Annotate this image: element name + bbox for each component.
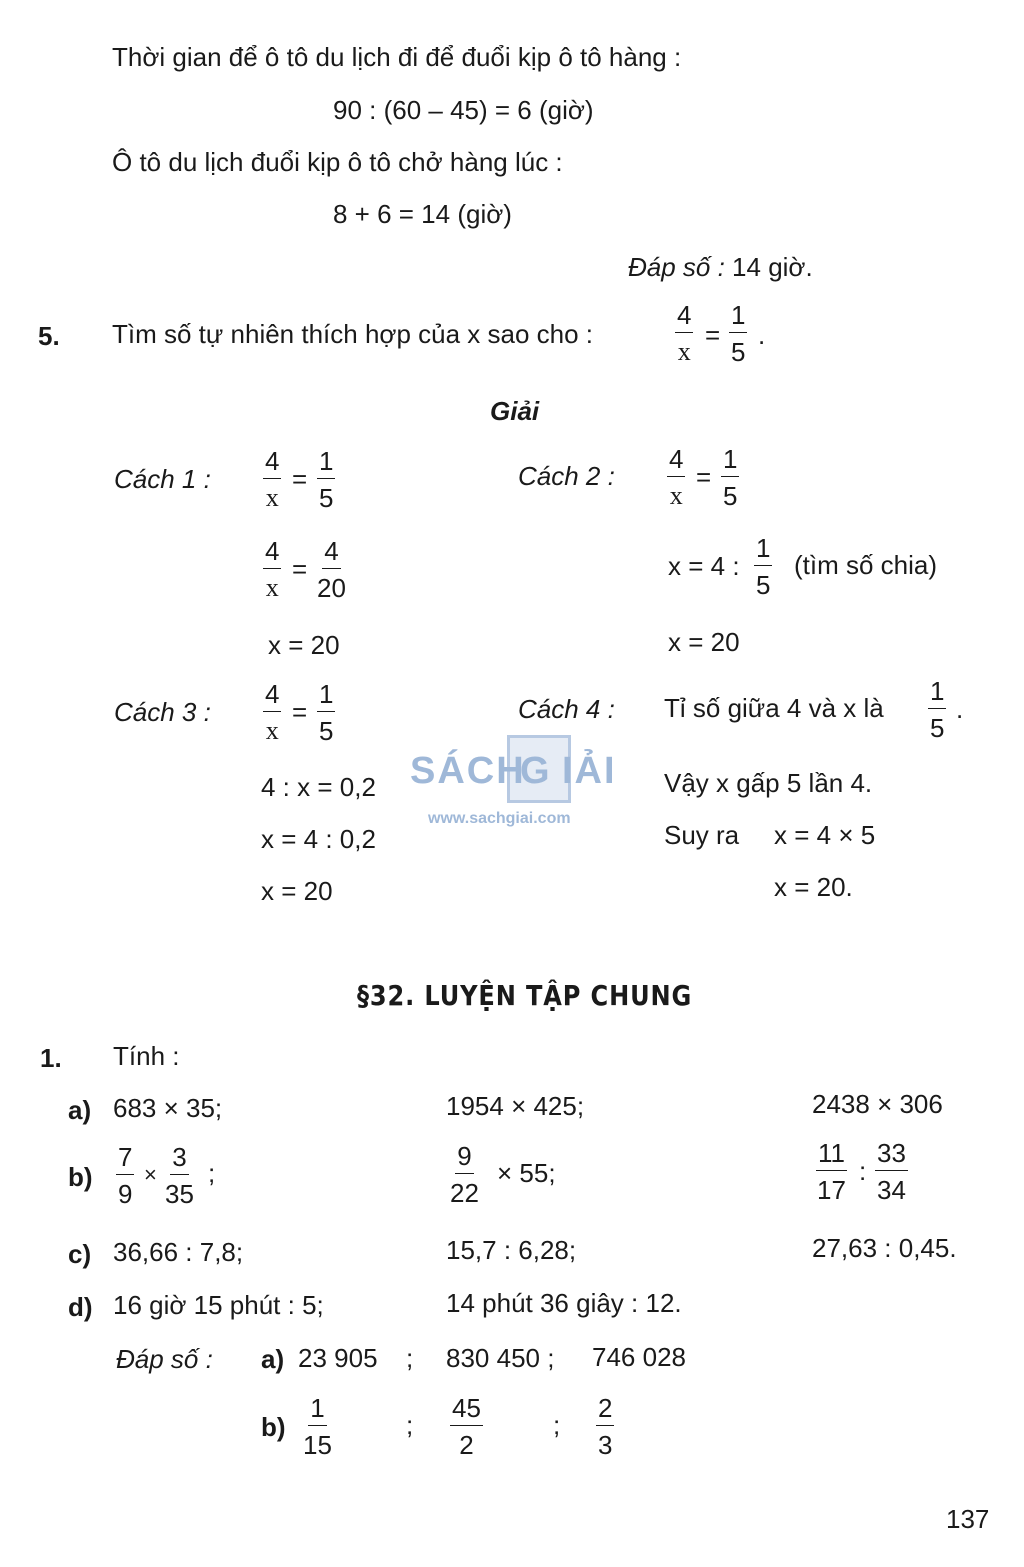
solution-title: Giải <box>490 396 540 426</box>
item-b-3-fraction-1: $\frac{11}{17}$ <box>817 1138 846 1205</box>
answers-b-label: b) <box>261 1412 286 1442</box>
method-2-row-3: x = 20 <box>668 627 740 657</box>
method-4-row-1-text: Tỉ số giữa 4 và x là <box>664 693 884 723</box>
item-d-label: d) <box>68 1292 93 1322</box>
answer-b-separator-2: ; <box>553 1410 561 1440</box>
item-a-label: a) <box>68 1095 92 1125</box>
method-1-row-1-equals: = <box>292 464 308 494</box>
method-2-row-1-fraction-right: $\frac{1}{5}$ <box>723 444 738 511</box>
item-a-1: 683 × 35; <box>113 1093 223 1123</box>
watermark-text-left: SÁCH <box>410 750 526 792</box>
intro-equation-2: 8 + 6 = 14 (giờ) <box>333 199 512 229</box>
method-3-row-4: x = 20 <box>261 876 333 906</box>
item-c-label: c) <box>68 1239 92 1269</box>
intro-equation-1: 90 : (60 – 45) = 6 (giờ) <box>333 95 594 125</box>
item-b-2-rest: × 55; <box>497 1158 556 1188</box>
item-c-3: 27,63 : 0,45. <box>812 1233 957 1263</box>
method-4-row-3-prefix: Suy ra <box>664 820 740 850</box>
method-2-row-2-fraction: $\frac{1}{5}$ <box>756 533 771 600</box>
section-title: §32. LUYỆN TẬP CHUNG <box>357 979 693 1012</box>
method-2-row-1-fraction-left: $\frac{4}{x}$ <box>669 444 684 510</box>
answer-b-1: $\frac{1}{15}$ <box>303 1393 332 1460</box>
answer-value: 14 giờ. <box>724 252 813 282</box>
method-1-row-3: x = 20 <box>268 630 340 660</box>
exercise-1-label: Tính : <box>113 1041 180 1071</box>
method-1-row-2-fraction-left: $\frac{4}{x}$ <box>265 536 280 602</box>
method-4-row-1-end: . <box>956 694 964 724</box>
answers-label: Đáp số : <box>116 1344 213 1374</box>
method-3-row-3: x = 4 : 0,2 <box>261 824 376 854</box>
method-4-row-1-fraction: $\frac{1}{5}$ <box>930 676 945 743</box>
answer-a-3: 746 028 <box>592 1342 686 1372</box>
item-b-1-fraction-1: $\frac{7}{9}$ <box>118 1142 133 1209</box>
answer-b-2: $\frac{45}{2}$ <box>452 1393 481 1460</box>
answer-b-3: $\frac{2}{3}$ <box>598 1393 613 1460</box>
method-2-row-2-note: (tìm số chia) <box>794 550 938 580</box>
method-1-row-1-fraction-right: $\frac{1}{5}$ <box>319 446 334 513</box>
method-4-row-2: Vậy x gấp 5 lần 4. <box>664 768 873 798</box>
method-3-label: Cách 3 : <box>114 697 211 727</box>
answer-label: Đáp số : <box>628 252 725 282</box>
method-3-row-1-fraction-left: $\frac{4}{x}$ <box>265 679 280 745</box>
watermark-text-right: IẢI <box>562 750 617 792</box>
problem-5-fraction-a: $\frac{4}{x}$ <box>677 300 692 366</box>
problem-5-text: Tìm số tự nhiên thích hợp của x sao cho : <box>112 319 594 349</box>
item-b-3-operator: : <box>859 1156 867 1186</box>
method-1-row-1-fraction-left: $\frac{4}{x}$ <box>265 446 280 512</box>
item-a-3: 2438 × 306 <box>812 1089 943 1119</box>
item-a-2: 1954 × 425; <box>446 1091 585 1121</box>
item-b-label: b) <box>68 1162 93 1192</box>
intro-line-1: Thời gian để ô tô du lịch đi để đuổi kịp ô tô hàng : <box>112 42 682 72</box>
answers-a-label: a) <box>261 1344 285 1374</box>
method-2-row-2-prefix: x = 4 : <box>668 551 740 581</box>
item-d-1: 16 giờ 15 phút : 5; <box>113 1290 324 1320</box>
answer-b-separator-1: ; <box>406 1410 414 1440</box>
page-number: 137 <box>946 1504 990 1534</box>
item-c-1: 36,66 : 7,8; <box>113 1237 244 1267</box>
intro-line-2: Ô tô du lịch đuổi kịp ô tô chở hàng lúc : <box>112 147 563 177</box>
method-1-label: Cách 1 : <box>114 464 211 494</box>
method-1-row-2-fraction-right: $\frac{4}{20}$ <box>317 536 346 603</box>
method-4-row-4: x = 20. <box>774 872 853 902</box>
method-3-row-1-equals: = <box>292 697 308 727</box>
method-4-label: Cách 4 : <box>518 694 615 724</box>
method-3-row-2: 4 : x = 0,2 <box>261 772 376 802</box>
method-2-label: Cách 2 : <box>518 461 615 491</box>
intro-answer <box>628 254 813 280</box>
method-1-row-2-equals: = <box>292 554 308 584</box>
method-3-row-1-fraction-right: $\frac{1}{5}$ <box>319 679 334 746</box>
item-b-1-end: ; <box>208 1158 216 1188</box>
watermark-url: www.sachgiai.com <box>428 810 571 827</box>
watermark-text-box: G <box>520 750 552 792</box>
problem-5-fraction-b: $\frac{1}{5}$ <box>731 300 746 367</box>
answer-a-separator: ; <box>406 1343 414 1373</box>
problem-5-equals: = <box>705 320 721 350</box>
item-b-3-fraction-2: $\frac{33}{34}$ <box>877 1138 906 1205</box>
exercise-1-number: 1. <box>40 1043 62 1073</box>
item-b-1-fraction-2: $\frac{3}{35}$ <box>165 1142 194 1209</box>
method-4-row-3: x = 4 × 5 <box>774 820 876 850</box>
problem-5-end: . <box>758 320 766 350</box>
answer-a-2: 830 450 ; <box>446 1343 555 1373</box>
item-b-1-operator: × <box>144 1162 157 1187</box>
problem-5-number: 5. <box>38 321 60 351</box>
item-b-2-fraction: $\frac{9}{22}$ <box>450 1141 479 1208</box>
answer-a-1: 23 905 <box>298 1343 378 1373</box>
method-2-row-1-equals: = <box>696 462 712 492</box>
item-d-2: 14 phút 36 giây : 12. <box>446 1288 682 1318</box>
item-c-2: 15,7 : 6,28; <box>446 1235 577 1265</box>
